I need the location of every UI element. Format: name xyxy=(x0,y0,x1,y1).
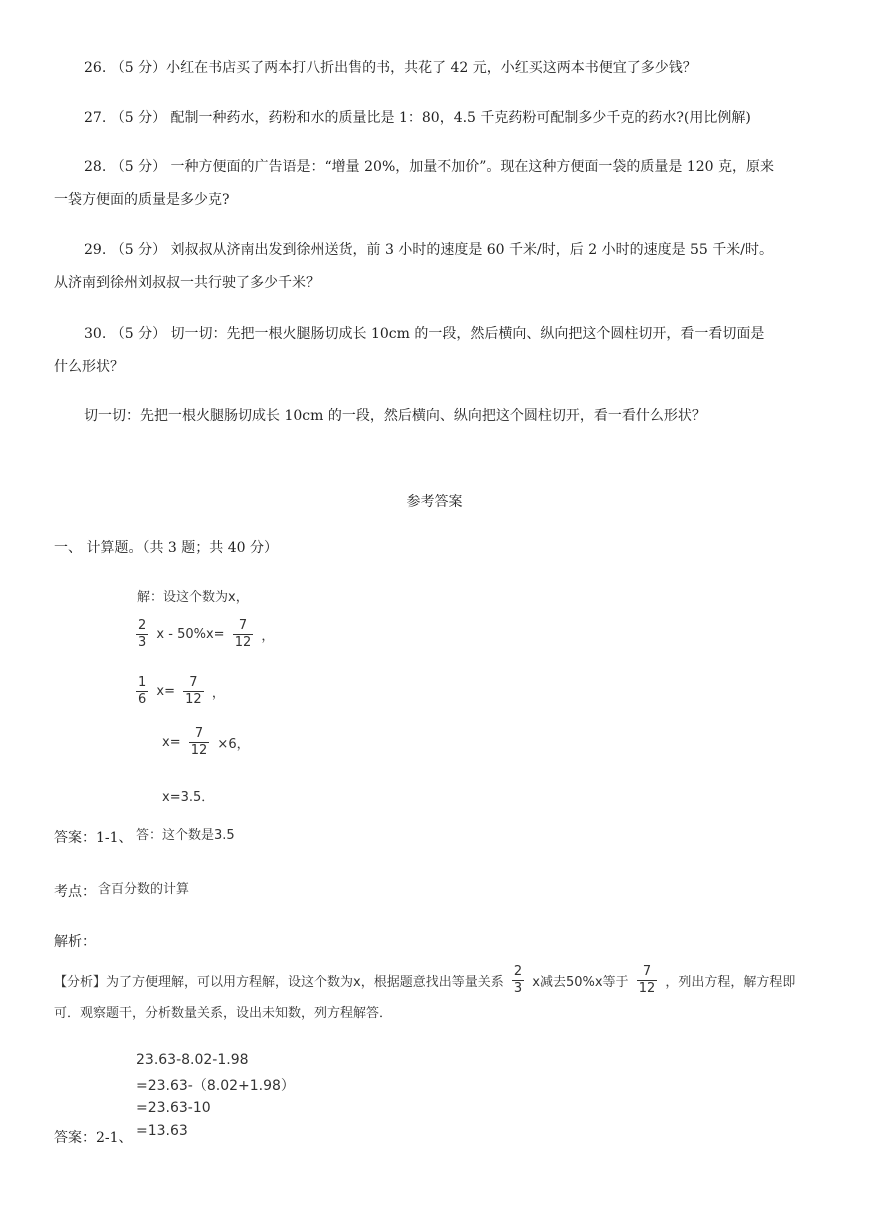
analysis-line-2: 可．观察题干，分析数量关系，设出未知数，列方程解答． xyxy=(54,1006,393,1021)
solution-intro: 解：设这个数为x， xyxy=(137,590,249,605)
fraction: $\frac{2}{3}$ xyxy=(138,618,147,650)
solution-step-4: x=3.5． xyxy=(162,790,215,805)
section-heading-calculation: 一、 计算题。（共 3 题；共 40 分） xyxy=(54,540,278,556)
answer-1-value: 答：这个数是3.5 xyxy=(136,828,235,843)
fraction: $\frac{7}{12}$ xyxy=(185,675,202,707)
kaodian-value: 含百分数的计算 xyxy=(98,882,190,897)
calc-line: =23.63-（8.02+1.98） xyxy=(136,1078,295,1094)
question-26: 26. （5 分）小红在书店买了两本打八折出售的书，共花了 42 元，小红买这两本书便宜了多少钱？ xyxy=(84,60,697,76)
fraction: $\frac{7}{12}$ xyxy=(638,964,656,996)
fraction: $\frac{1}{6}$ xyxy=(138,675,147,707)
question-29-line2: 从济南到徐州刘叔叔一共行驶了多少千米？ xyxy=(54,275,320,291)
calc-line: =23.63-10 xyxy=(136,1100,211,1116)
question-29-line1: 29. （5 分） 刘叔叔从济南出发到徐州送货，前 3 小时的速度是 60 千米/时，后 2 小时的速度是 55 千米/时。 xyxy=(84,242,773,258)
calc-line: 23.63-8.02-1.98 xyxy=(136,1052,249,1068)
calc-line: =13.63 xyxy=(136,1123,188,1139)
solution-step-2: $\frac{1}{6}$ x= $\frac{7}{12}$ ， xyxy=(138,675,225,707)
fraction: $\frac{7}{12}$ xyxy=(190,726,208,758)
analysis-line-1: 【分析】为了方便理解，可以用方程解，设这个数为x，根据题意找出等量关系 $\frac{2}{3}$ x减去50%x等于 $\frac{7}{12}$ ，列出方程，解方程即 xyxy=(54,964,796,996)
question-28-line1: 28. （5 分） 一种方便面的广告语是：“增量 20%，加量不加价”。现在这种方便面一袋的质量是 120 克，原来 xyxy=(84,159,775,175)
kaodian-label: 考点： xyxy=(54,884,96,900)
question-28-line2: 一袋方便面的质量是多少克? xyxy=(54,192,230,208)
solution-step-1: $\frac{2}{3}$ x - 50%x= $\frac{7}{12}$ ， xyxy=(138,618,275,650)
question-30-extra: 切一切：先把一根火腿肠切成长 10cm 的一段，然后横向、纵向把这个圆柱切开，看一看什么形状？ xyxy=(84,408,706,424)
fraction: $\frac{7}{12}$ xyxy=(234,618,252,650)
answer-key-title: 参考答案 xyxy=(406,494,463,510)
question-30-line2: 什么形状？ xyxy=(54,359,124,375)
answer-2-label: 答案：2-1、 xyxy=(54,1130,133,1146)
question-27: 27. （5 分） 配制一种药水，药粉和水的质量比是 1：80，4.5 千克药粉可配制多少千克的药水?(用比例解) xyxy=(84,110,751,126)
fraction: $\frac{2}{3}$ xyxy=(513,964,523,996)
answer-1-label: 答案：1-1、 xyxy=(54,830,133,846)
solution-step-3: x= $\frac{7}{12}$ ×6， xyxy=(162,726,250,758)
question-30-line1: 30. （5 分） 切一切：先把一根火腿肠切成长 10cm 的一段，然后横向、纵向把这个圆柱切开，看一看切面是 xyxy=(84,326,765,342)
jiexi-label: 解析： xyxy=(54,934,96,950)
